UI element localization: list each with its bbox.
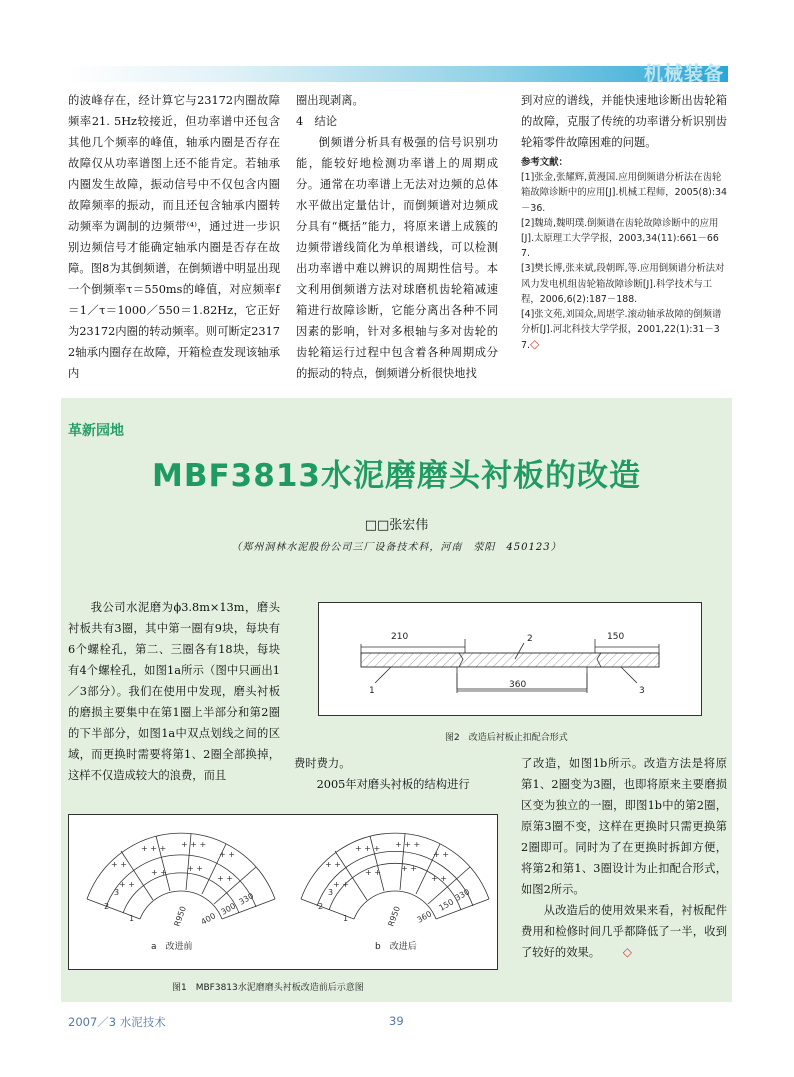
fig1b-ring-1: 1 bbox=[343, 914, 349, 923]
svg-text:+ +: + + bbox=[325, 860, 341, 869]
svg-text:+ + +: + + + bbox=[395, 840, 421, 849]
svg-text:+ + +: + + + bbox=[181, 840, 207, 849]
top-col-3 bbox=[521, 90, 727, 354]
fig2-dim-150: 150 bbox=[607, 632, 625, 642]
fig1b-dim-150: 150 bbox=[437, 897, 456, 913]
svg-text:+ +: + + bbox=[111, 860, 127, 869]
fig1a-dim-330: 330 bbox=[237, 891, 256, 907]
svg-text:+ + +: + + + bbox=[355, 844, 381, 853]
fig1b-dim-360: 360 bbox=[415, 909, 434, 925]
column-tag: 革新园地 bbox=[68, 423, 124, 439]
fig2-dim-210: 210 bbox=[391, 632, 409, 642]
svg-text:+ +: + + bbox=[401, 864, 417, 873]
section-header: 机械装备 bbox=[643, 63, 724, 85]
fig1b-dim-r950: R950 bbox=[386, 905, 403, 928]
svg-text:+ +: + + bbox=[365, 868, 381, 877]
fig1a-ring-1: 1 bbox=[129, 914, 135, 923]
refs-heading: 参考文献： bbox=[521, 157, 568, 168]
fig2-drawing bbox=[319, 603, 701, 715]
fig1a-ring-3: 3 bbox=[114, 888, 120, 897]
header-bar bbox=[68, 66, 728, 82]
article-col-1 bbox=[68, 597, 280, 786]
fig1-caption: 图1 MBF3813水泥磨磨头衬板改造前后示意图 bbox=[172, 983, 364, 993]
conclusion-heading: 4 结论 bbox=[296, 115, 338, 128]
fig1-drawing bbox=[69, 815, 497, 969]
fig1a-subcaption: a 改进前 bbox=[151, 942, 193, 952]
references bbox=[521, 155, 727, 354]
article-col-2 bbox=[294, 753, 498, 795]
svg-text:+ +: + + bbox=[151, 868, 167, 877]
footer-journal: 2007／3 水泥技术 bbox=[68, 1015, 166, 1029]
fig1b-ring-3: 3 bbox=[328, 888, 334, 897]
page-number: 39 bbox=[389, 1014, 404, 1028]
article-col-3 bbox=[521, 753, 727, 963]
top-col2-first: 圈出现剥离。 bbox=[296, 94, 364, 107]
top-col1-text: 的波峰存在，经计算它与23172内圈故障频率21. 5Hz较接近，但功率谱中还包含其他几个频率的峰值，轴承内圈是否存在故障仅从功率谱图上还不能肯定。若轴承内圈发生故障，振动信号中不仅包含内圈故障频率的振动，而且还包含轴承内圈转动频率为调制的边频带⁽⁴⁾，通过进一步识别边频信号才能确定轴承内圈是否存在故障。图8为其倒频谱，在倒频谱中明显出现一个倒频率τ＝550ms的峰值，对应频率f＝1／τ＝1000／550＝1.82Hz，它正好为23172内圈的转动频率。则可断定23172轴承内圈存在故障，开箱检查发现该轴承内 bbox=[68, 94, 280, 380]
svg-text:+ +: + + bbox=[187, 864, 203, 873]
reference-item: [4]张文苑,刘国众,周堪学.滚动轴承故障的倒频谱分析[J].河北科技大学学报，2001,22(1):31－37.◇ bbox=[521, 309, 722, 352]
svg-text:+ + +: + + + bbox=[141, 844, 167, 853]
article-col2-body: 2005年对磨头衬板的结构进行 bbox=[316, 778, 470, 791]
fig1b-dim-330: 330 bbox=[453, 887, 472, 903]
fig2-caption: 图2 改造后衬板止扣配合形式 bbox=[445, 733, 568, 743]
article-col3-text-2: 从改造后的使用效果来看，衬板配件费用和检修时间几乎都降低了一半，收到了较好的效果。 ◇ bbox=[521, 900, 727, 963]
article-title: MBF3813水泥磨磨头衬板的改造 bbox=[152, 458, 641, 494]
article-author: □□张宏伟 bbox=[364, 518, 429, 533]
svg-text:+ +: + + bbox=[119, 880, 135, 889]
article-col3-text: 了改造，如图1b所示。改造方法是将原第1、2圈变为3圈，也即将原来主要磨损区变为独立的一圈，即图1b中的第2圈，原第3圈不变，这样在更换时只需更换第2圈即可。同时为了在更换时拆卸方便，将第2和第1、3圈设计为止扣配合形式，如图2所示。 bbox=[521, 757, 727, 896]
end-diamond-icon: ◇ bbox=[622, 945, 632, 959]
fig1a-ring-2: 2 bbox=[104, 902, 110, 911]
fig1b-subcaption: b 改进后 bbox=[375, 942, 417, 952]
reference-item: [2]魏琦,魏明璞.倒频谱在齿轮故障诊断中的应用[J].太原理工大学学报，2003,34(11):661－667. bbox=[521, 217, 719, 260]
article-col2-first: 费时费力。 bbox=[294, 757, 351, 770]
fig2-label-1: 1 bbox=[369, 686, 375, 696]
top-col3-text: 到对应的谱线，并能快速地诊断出齿轮箱的故障，克服了传统的功率谱分析识别齿轮箱零件故障困难的问题。 bbox=[521, 94, 727, 149]
end-diamond-icon: ◇ bbox=[529, 337, 540, 352]
svg-text:+ +: + + bbox=[431, 874, 447, 883]
fig1b-ring-2: 2 bbox=[318, 902, 324, 911]
svg-text:+ +: + + bbox=[333, 880, 349, 889]
svg-text:+ +: + + bbox=[217, 874, 233, 883]
reference-item: [3]樊长博,张来斌,段朝晖,等.应用倒频谱分析法对风力发电机组齿轮箱故障诊断[J].科学技术与工程，2006,6(2):187－188. bbox=[521, 263, 725, 305]
article-affiliation: （郑州洞林水泥股份公司三厂设备技术科，河南 荥阳 450123） bbox=[231, 542, 562, 553]
svg-text:+ +: + + bbox=[433, 850, 449, 859]
figure-2 bbox=[318, 602, 702, 716]
reference-item: [1]张金,张耀辉,黄漫国.应用倒频谱分析法在齿轮箱故障诊断中的应用[J].机械工程师，2005(8):34－36. bbox=[521, 172, 727, 214]
fig1a-dim-300: 300 bbox=[219, 901, 238, 917]
fig1a-dim-r950: R950 bbox=[172, 905, 189, 928]
top-col-2 bbox=[296, 90, 498, 384]
top-col-1 bbox=[68, 90, 280, 384]
figure-1 bbox=[68, 814, 498, 970]
top-col2-body: 倒频谱分析具有极强的信号识别功能，能较好地检测功率谱上的周期成分。通常在功率谱上无法对边频的总体水平做出定量估计，而倒频谱对边频成分具有“概括”能力，将原来谱上成簇的边频带谱线简化为单根谱线，可以检测出功率谱中难以辨识的周期性信号。本文利用倒频谱方法对球磨机齿轮箱减速箱进行故障诊断，它能分离出各种不同因素的影响，针对多根轴与多对齿轮的齿轮箱运行过程中包含着各种周期成分的振动的特点，倒频谱分析很快地找 bbox=[296, 136, 498, 380]
svg-text:+ +: + + bbox=[219, 850, 235, 859]
fig2-dim-360: 360 bbox=[509, 680, 527, 690]
article-col1-text: 我公司水泥磨为ϕ3.8m×13m，磨头衬板共有3圈，其中第一圈有9块，每块有6个螺栓孔，第二、三圈各有18块，每块有4个螺栓孔，如图1a所示（图中只画出1／3部分）。我们在使用中发现，磨头衬板的磨损主要集中在第1圈上半部分和第2圈的下半部分，如图1a中双点划线之间的区域，而更换时需要将第1、2圈全部换掉，这样不仅造成较大的浪费，而且 bbox=[68, 601, 280, 782]
fig2-label-2: 2 bbox=[527, 634, 533, 644]
fig1a-dim-400: 400 bbox=[199, 911, 218, 927]
fig2-label-3: 3 bbox=[639, 686, 645, 696]
